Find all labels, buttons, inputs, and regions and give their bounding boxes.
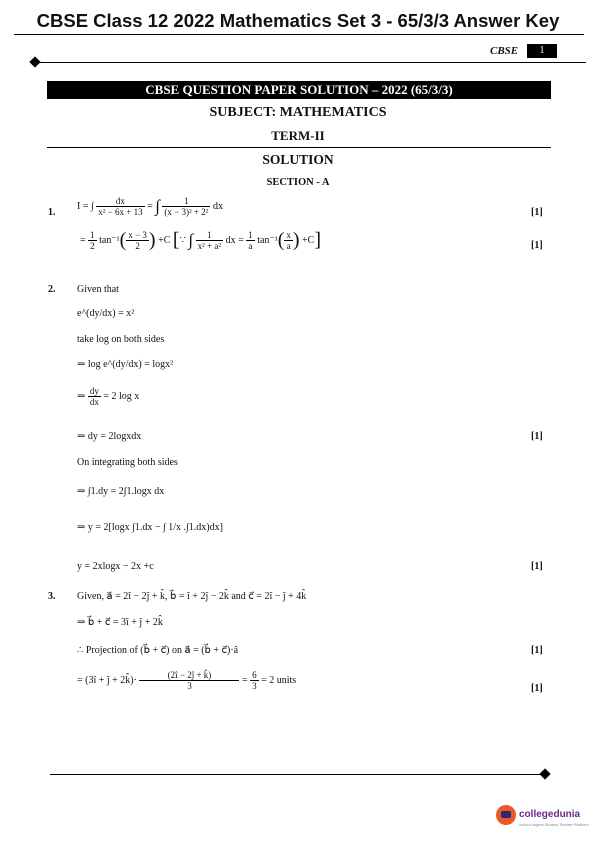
q2-step5: ⇒ y = 2[logx ∫1.dx − ∫ 1/x .∫1.dx)dx]	[77, 522, 223, 533]
q2-given: Given that	[77, 284, 119, 295]
q2-step1: ⇒ log e^(dy/dx) = logx²	[77, 359, 174, 370]
marks-badge: [1]	[531, 240, 543, 251]
question-number: 1.	[48, 207, 56, 218]
q2-step2: ⇒ $\frac{dy}{dx}$ = 2 log x	[77, 386, 140, 407]
section-heading: SECTION - A	[266, 177, 330, 188]
q2-integrating: On integrating both sides	[77, 457, 178, 468]
marks-badge: [1]	[531, 431, 543, 442]
title-underline	[14, 34, 584, 35]
marks-badge: [1]	[531, 207, 543, 218]
cbse-label: CBSE	[490, 45, 519, 57]
q2-take-log: take log on both sides	[77, 334, 165, 345]
header-rule	[40, 62, 586, 63]
q2-step4: ⇒ ∫1.dy = 2∫1.logx dx	[77, 486, 165, 497]
q3-step1: ⇒ b⃗ + c⃗ = 3î + ĵ + 2k̂	[77, 617, 163, 628]
footer-rule	[50, 774, 543, 775]
q2-result: y = 2xlogx − 2x +c	[77, 561, 154, 572]
graduation-cap-icon	[496, 805, 516, 825]
question-number: 3.	[48, 591, 56, 602]
diamond-icon	[539, 768, 550, 779]
marks-badge: [1]	[531, 683, 543, 694]
diamond-icon	[29, 56, 40, 67]
q3-computation: = (3î + ĵ + 2k̂)· $\frac{(2î - 2ĵ + k̂)}{3}$ = $\frac{6}{3}$ = 2 units	[77, 670, 297, 691]
page-title: CBSE Class 12 2022 Mathematics Set 3 - 65/3/3 Answer Key	[36, 10, 560, 31]
logo-tagline: India's largest Student Review Platform	[519, 821, 589, 827]
q2-equation: e^(dy/dx) = x²	[77, 308, 135, 319]
solution-heading: SOLUTION	[262, 152, 334, 167]
q2-step3: ⇒ dy = 2logxdx	[77, 431, 142, 442]
marks-badge: [1]	[531, 561, 543, 572]
q1-line2: = $\frac{1}{2}$ tan⁻¹( $\frac{x - 3}{2}$ ) +C [∵ ∫ $\frac{1}{\text{x² + a²}}$ dx = $\frac{1}{a}$ tan⁻¹( $\frac{x}{a}$ ) +C]	[80, 229, 322, 251]
q1-line1: I = ∫ $\frac{dx}{\text{x² − 6x + 13}}$ = ∫ $\frac{1}{\text{(x − 3)² + 2²}}$ dx	[77, 196, 223, 217]
paper-banner: CBSE QUESTION PAPER SOLUTION – 2022 (65/3/3)	[47, 81, 551, 99]
q3-projection: ∴ Projection of (b⃗ + c⃗) on a⃗ = (b⃗ + c⃗)·â	[77, 645, 239, 656]
collegedunia-logo	[496, 800, 589, 830]
section-rule	[47, 147, 551, 148]
term-heading: TERM-II	[271, 128, 325, 143]
subject-heading: SUBJECT: MATHEMATICS	[209, 105, 387, 120]
question-number: 2.	[48, 284, 56, 295]
q3-given: Given, a⃗ = 2î − 2ĵ + k̂, b⃗ = î + 2ĵ − 2k̂ and c⃗ = 2î − ĵ + 4k̂	[77, 591, 307, 602]
logo-name: collegedunia	[519, 808, 581, 820]
marks-badge: [1]	[531, 645, 543, 656]
page-number: 1	[527, 44, 557, 58]
